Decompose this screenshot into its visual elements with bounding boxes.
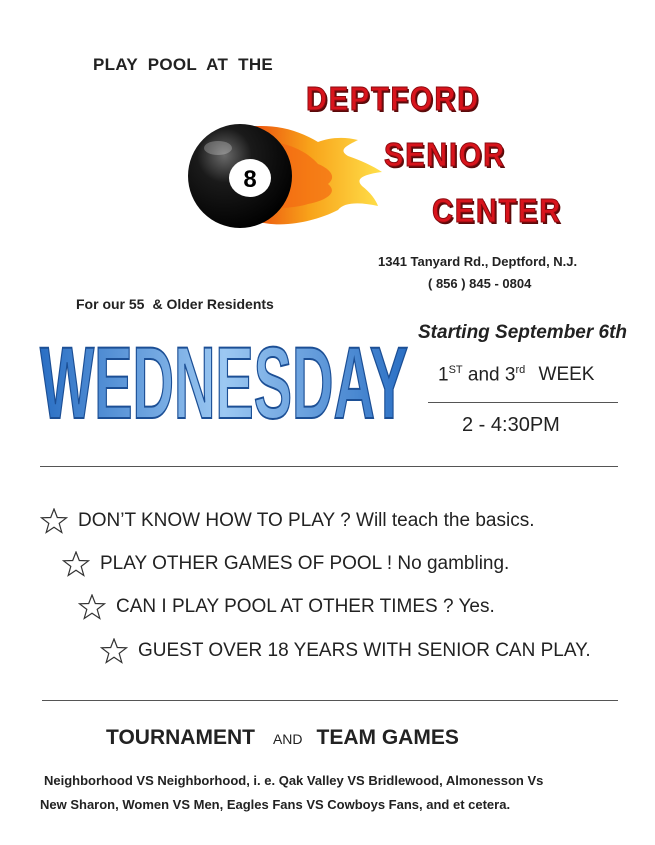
bullet-item bbox=[40, 508, 534, 534]
week-and: and 3 bbox=[467, 364, 516, 386]
eight-ball-flame-icon bbox=[178, 120, 383, 230]
star-outline-icon bbox=[78, 594, 106, 620]
audience-older: & Older Residents bbox=[152, 296, 274, 312]
bullet-text: DON’T KNOW HOW TO PLAY ? Will teach the basics. bbox=[78, 510, 535, 531]
tournament-heading bbox=[106, 726, 459, 750]
star-outline-icon bbox=[62, 551, 90, 577]
audience-line bbox=[76, 296, 282, 312]
play-pool-heading: PLAY POOL AT THE bbox=[93, 55, 274, 74]
bullet-text: PLAY OTHER GAMES OF POOL ! No gambling. bbox=[100, 553, 510, 574]
week-sup-1: ST bbox=[448, 364, 463, 376]
week-sup-2: rd bbox=[515, 364, 526, 376]
week-word: WEEK bbox=[538, 364, 595, 386]
day-label: WEDNESDAY bbox=[40, 326, 408, 430]
team-games-label: TEAM GAMES bbox=[316, 726, 459, 749]
address: 1341 Tanyard Rd., Deptford, N.J. bbox=[378, 254, 578, 269]
start-date: Starting September 6th bbox=[418, 322, 628, 343]
bullet-item bbox=[100, 638, 591, 664]
center-name-line-1: DEPTFORD bbox=[306, 80, 480, 117]
tournament-label: TOURNAMENT bbox=[106, 726, 255, 749]
schedule-divider bbox=[428, 402, 618, 403]
bullet-text: CAN I PLAY POOL AT OTHER TIMES ? Yes. bbox=[116, 596, 495, 617]
time-range: 2 - 4:30PM bbox=[462, 414, 560, 436]
star-outline-icon bbox=[40, 508, 68, 534]
day-heading bbox=[38, 320, 410, 430]
week-schedule bbox=[438, 364, 594, 386]
center-name-line-3: CENTER bbox=[432, 192, 562, 229]
ball-number: 8 bbox=[243, 166, 257, 193]
tournament-and: AND bbox=[272, 731, 303, 747]
matchups-line-1: Neighborhood VS Neighborhood, i. e. Qak Valley VS Bridlewood, Almonesson Vs bbox=[44, 773, 544, 788]
phone-number: ( 856 ) 845 - 0804 bbox=[428, 276, 532, 291]
matchups-line-2: New Sharon, Women VS Men, Eagles Fans VS Cowboys Fans, and et cetera. bbox=[40, 797, 511, 812]
bullet-item bbox=[62, 551, 509, 577]
section-divider-top bbox=[40, 466, 618, 467]
audience-age: For our 55 bbox=[76, 296, 145, 312]
star-outline-icon bbox=[100, 638, 128, 664]
bullet-text: GUEST OVER 18 YEARS WITH SENIOR CAN PLAY. bbox=[138, 640, 591, 661]
week-num: 1 bbox=[438, 364, 449, 386]
center-name-line-2: SENIOR bbox=[384, 136, 506, 173]
section-divider-bottom bbox=[42, 700, 618, 701]
bullet-item bbox=[78, 594, 495, 620]
